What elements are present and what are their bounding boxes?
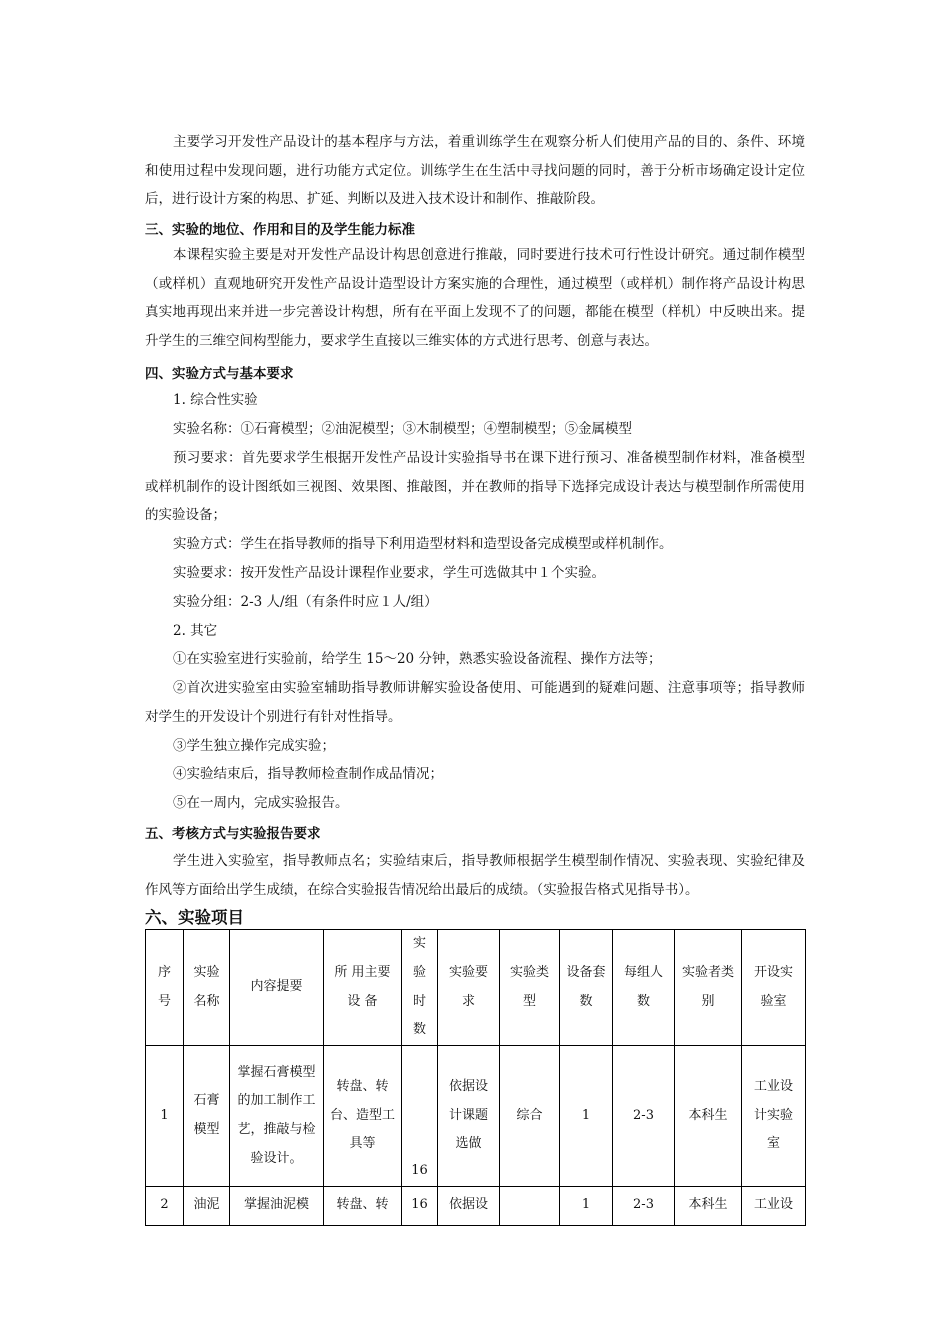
project-table [145,929,806,1226]
other-item-1: ①在实验室进行实验前，给学生 15～20 分钟，熟悉实验设备流程、操作方法等； [173,651,662,667]
table-cell: 2-3 [613,1187,675,1226]
experiment-names: 实验名称：①石膏模型；②油泥模型；③木制模型；④塑制模型；⑤金属模型 [173,421,632,437]
table-cell: 掌握石膏模型的加工制作工艺，推敲与检验设计。 [230,1046,324,1187]
header-cell: 开设实验室 [742,930,806,1046]
header-cell: 实验时数 [402,930,438,1046]
preview-requirements: 预习要求：首先要求学生根据开发性产品设计实验指导书在课下进行预习、准备模型制作材料，准备模型或样机制作的设计图纸如三视图、效果图、推敲图，并在教师的指导下选择完成设计表达与模型制作所需使用的实验设备； [145,450,805,524]
table-cell: 掌握油泥模 [230,1187,324,1226]
table-cell: 依据设计课题选做 [438,1046,500,1187]
experiment-mode: 实验方式：学生在指导教师的指导下利用造型材料和造型设备完成模型或样机制作。 [173,536,673,552]
other-item-3: ③学生独立操作完成实验； [173,738,335,754]
table-cell: 16 [402,1046,438,1187]
table-row [146,1187,806,1226]
section-3-body: 本课程实验主要是对开发性产品设计构思创意进行推敲，同时要进行技术可行性设计研究。通过制作模型（或样机）直观地研究开发性产品设计造型设计方案实施的合理性，通过模型（或样机）制作将产品设计构思真实地再现出来并进一步完善设计构想，所有在平面上发现不了的问题，都能在模型（样机）中反映出来。提升学生的三维空间构型能力，要求学生直接以三维实体的方式进行思考、创意与表达。 [145,247,805,349]
header-cell: 内容提要 [230,930,324,1046]
table-cell: 依据设 [438,1187,500,1226]
header-cell: 所 用主要设 备 [324,930,402,1046]
other-item-5: ⑤在一周内，完成实验报告。 [173,795,349,811]
section-5-body: 学生进入实验室，指导教师点名；实验结束后，指导教师根据学生模型制作情况、实验表现、实验纪律及作风等方面给出学生成绩，在综合实验报告情况给出最后的成绩。（实验报告格式见指导书）。 [145,853,805,898]
table-cell [500,1187,560,1226]
other-item-4: ④实验结束后，指导教师检查制作成品情况； [173,766,443,782]
section-4-heading: 四、实验方式与基本要求 [145,366,294,382]
experiment-grouping: 实验分组：2-3 人/组（有条件时应１人/组） [173,594,438,610]
table-cell: 1 [146,1046,184,1187]
table-cell: 2 [146,1187,184,1226]
table-cell: 本科生 [675,1187,742,1226]
header-cell: 实验者类别 [675,930,742,1046]
table-cell: 工业设计实验室 [742,1046,806,1187]
header-cell: 设备套数 [560,930,613,1046]
table-cell: 1 [560,1187,613,1226]
table-cell: 本科生 [675,1046,742,1187]
table-cell: 转盘、转 [324,1187,402,1226]
table-cell: 油泥 [184,1187,230,1226]
header-cell: 实验类型 [500,930,560,1046]
section-5-heading: 五、考核方式与实验报告要求 [145,826,321,842]
item-2-label: 2. 其它 [173,623,218,639]
header-cell: 实验名称 [184,930,230,1046]
section-6-heading: 六、实验项目 [145,908,244,927]
table-cell: 1 [560,1046,613,1187]
table-cell: 16 [402,1187,438,1226]
table-cell: 2-3 [613,1046,675,1187]
table-cell: 工业设 [742,1187,806,1226]
table-row [146,1046,806,1187]
item-1-label: 1. 综合性实验 [173,392,258,408]
header-cell: 序号 [146,930,184,1046]
experiment-requirements: 实验要求：按开发性产品设计课程作业要求，学生可选做其中１个实验。 [173,565,605,581]
table-header-row [146,930,806,1046]
header-cell: 每组人数 [613,930,675,1046]
table-cell: 综合 [500,1046,560,1187]
project-table-wrapper [140,925,820,1226]
header-cell: 实验要求 [438,930,500,1046]
table-cell: 石膏模型 [184,1046,230,1187]
table-cell: 转盘、转台、造型工具等 [324,1046,402,1187]
other-item-2: ②首次进实验室由实验室辅助指导教师讲解实验设备使用、可能遇到的疑难问题、注意事项等；指导教师对学生的开发设计个别进行有针对性指导。 [145,680,805,725]
intro-paragraph: 主要学习开发性产品设计的基本程序与方法，着重训练学生在观察分析人们使用产品的目的、条件、环境和使用过程中发现问题，进行功能方式定位。训练学生在生活中寻找问题的同时，善于分析市场确定设计定位后，进行设计方案的构思、扩延、判断以及进入技术设计和制作、推敲阶段。 [145,134,805,208]
section-3-heading: 三、实验的地位、作用和目的及学生能力标准 [145,222,415,238]
